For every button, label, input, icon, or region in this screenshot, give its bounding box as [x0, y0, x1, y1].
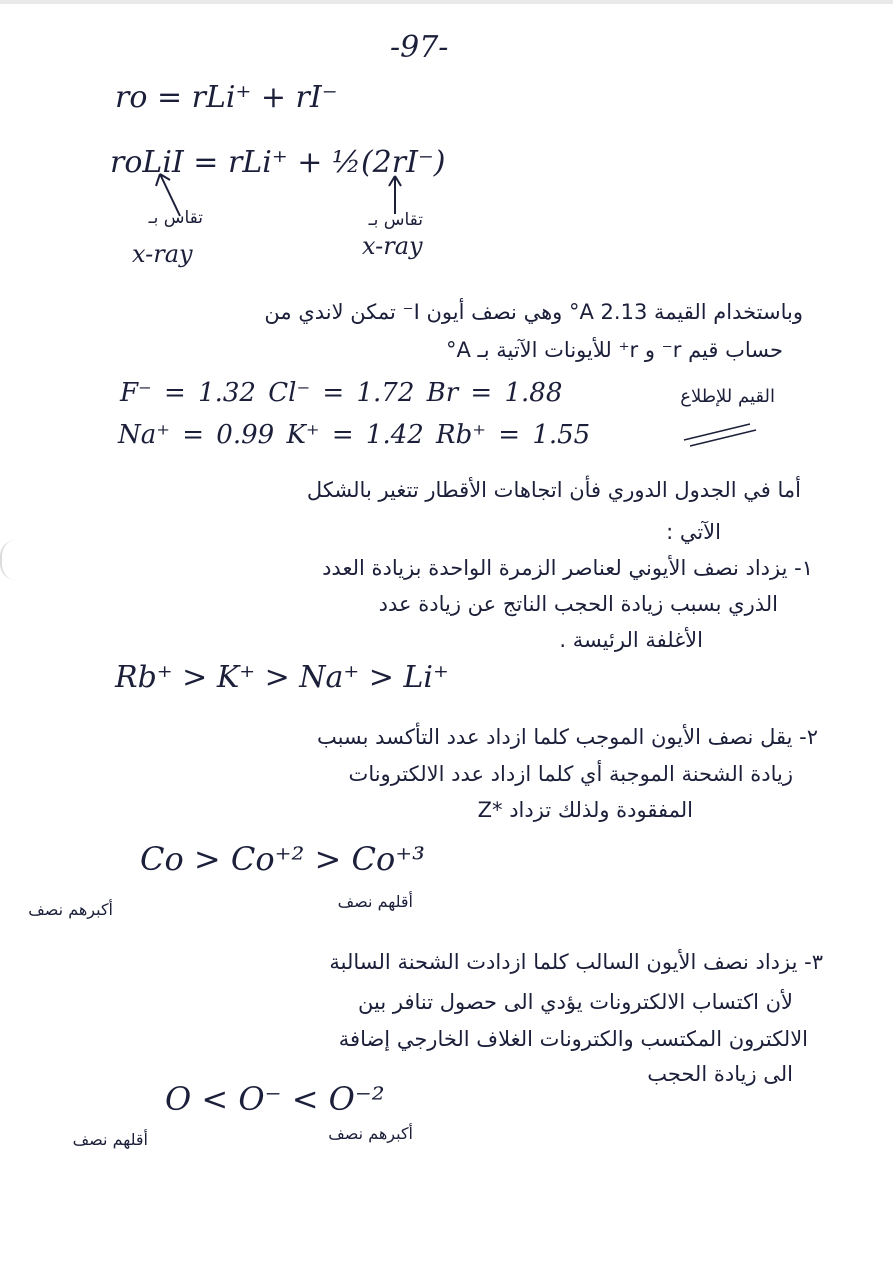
equation-cobalt-order: Co > Co⁺² > Co⁺³ — [140, 840, 425, 878]
xray-label-1: x-ray — [132, 240, 193, 268]
item3-line-4: الى زيادة الحجب — [647, 1062, 793, 1086]
item2-line-2: زيادة الشحنة الموجبة أي كلما ازداد عدد الالكترونات — [348, 762, 793, 786]
underline-scribble — [680, 418, 760, 448]
item3-line-1: ٣- يزداد نصف الأيون السالب كلما ازدادت الشحنة السالبة — [329, 950, 823, 974]
measured-by-label-2: تقاس بـ — [368, 210, 423, 230]
equation-oxygen-order: O < O⁻ < O⁻² — [165, 1080, 385, 1118]
item1-line-2: الذري بسبب زيادة الحجب الناتج عن زيادة عدد — [378, 592, 778, 616]
smallest-radius-label-2: أقلهم نصف — [72, 1130, 148, 1149]
item1-line-1: ١- يزداد نصف الأيوني لعناصر الزمرة الواحدة بزيادة العدد — [322, 556, 813, 580]
smallest-radius-label-1: أقلهم نصف — [337, 892, 413, 911]
item2-line-3: المفقودة ولذلك تزداد *Z — [477, 798, 693, 822]
equation-radius-sum: ro = rLi⁺ + rI⁻ — [115, 80, 338, 115]
item1-line-3: الأغلفة الرئيسة . — [559, 628, 703, 652]
intro-line-2: حساب قيم r⁻ و r⁺ للأيونات الآتية بـ A° — [446, 338, 783, 362]
largest-radius-label-2: أكبرهم نصف — [328, 1124, 413, 1143]
scan-binding-mark — [0, 540, 16, 580]
equation-cation-order: Rb⁺ > K⁺ > Na⁺ > Li⁺ — [115, 660, 449, 695]
periodic-intro-line-2: الآتي : — [666, 520, 721, 544]
item2-line-1: ٢- يقل نصف الأيون الموجب كلما ازداد عدد التأكسد بسبب — [316, 725, 818, 749]
item3-line-3: الالكترون المكتسب والكترونات الغلاف الخارجي إضافة — [338, 1027, 808, 1051]
reference-note: القيم للإطلاع — [680, 386, 775, 407]
measured-by-label-1: تقاس بـ — [148, 208, 203, 228]
largest-radius-label-1: أكبرهم نصف — [28, 900, 113, 919]
page-number: -97- — [390, 30, 449, 65]
item3-line-2: لأن اكتساب الالكترونات يؤدي الى حصول تنافر بين — [358, 990, 793, 1014]
radii-row-2: Na⁺ = 0.99 K⁺ = 1.42 Rb⁺ = 1.55 — [118, 420, 591, 450]
equation-lii-radius: roLiI = rLi⁺ + ½(2rI⁻) — [110, 145, 446, 180]
scan-top-edge — [0, 0, 893, 4]
radii-row-1: F⁻ = 1.32 Cl⁻ = 1.72 Br = 1.88 — [120, 378, 563, 408]
periodic-intro-line-1: أما في الجدول الدوري فأن اتجاهات الأقطار تتغير بالشكل — [306, 478, 801, 502]
intro-line-1: وباستخدام القيمة 2.13 A° وهي نصف أيون I⁻ تمكن لاندي من — [264, 300, 803, 324]
xray-label-2: x-ray — [362, 232, 423, 260]
